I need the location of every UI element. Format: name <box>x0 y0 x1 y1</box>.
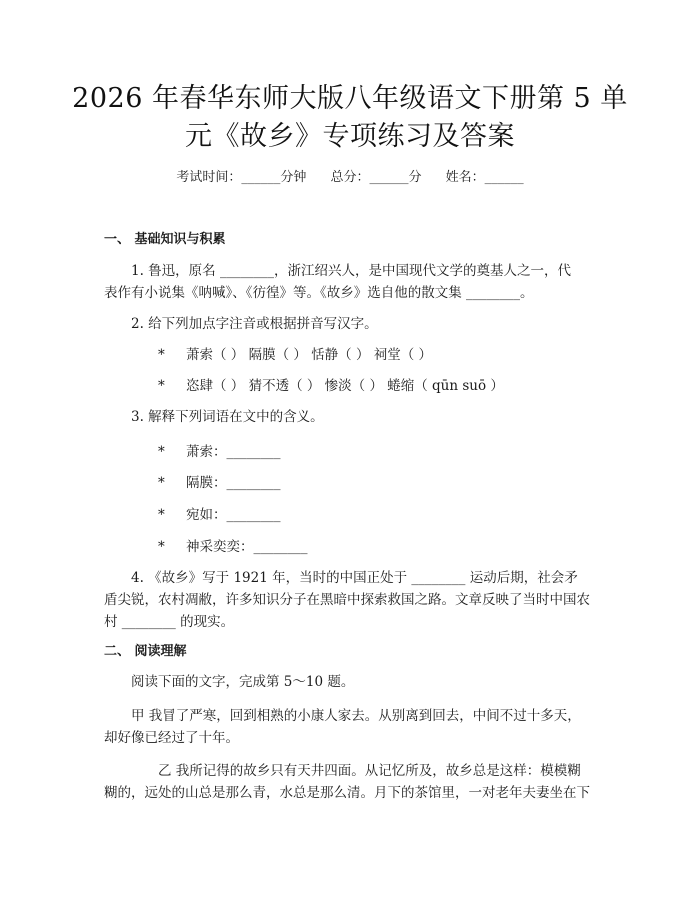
student-name: 姓名：______ <box>445 170 524 185</box>
passage-jia-line-2: 却好像已经过了十年。 <box>104 730 239 746</box>
question-3-item-4-text: 神采奕奕：________ <box>186 539 308 555</box>
bullet-marker: * <box>158 507 165 523</box>
question-1-line-1: 1. 鲁迅，原名 ________，浙江绍兴人，是中国现代文学的奠基人之一，代 <box>131 263 571 279</box>
question-1-line-2: 表作有小说集《呐喊》、《彷徨》等。《故乡》选自他的散文集 ________。 <box>104 285 534 301</box>
question-2-row-1 <box>158 346 432 364</box>
question-2-row-2-text: 恣肆（ ） 猜不透（ ） 惨淡（ ） 蜷缩（ qūn suō ） <box>186 378 504 394</box>
passage-jia-line-1: 甲 我冒了严寒，回到相熟的小康人家去。从别离到回去，中间不过十多天， <box>131 708 581 724</box>
question-2-row-1-text: 萧索（ ） 隔膜（ ） 恬静（ ） 祠堂（ ） <box>186 347 433 363</box>
bullet-marker: * <box>158 475 165 491</box>
bullet-marker: * <box>158 444 165 460</box>
bullet-marker: * <box>158 347 165 363</box>
question-2-stem: 2. 给下列加点字注音或根据拼音写汉字。 <box>131 316 378 332</box>
passage-yi-line-2: 糊的，远处的山总是那么青，水总是那么清。月下的茶馆里，一对老年夫妻坐在下 <box>104 785 590 801</box>
question-3-item-2-text: 隔膜：________ <box>186 475 281 491</box>
document-title-line-2: 元《故乡》专项练习及答案 <box>185 121 515 152</box>
question-3-item-1 <box>158 443 281 461</box>
question-4-line-1: 4. 《故乡》写于 1921 年，当时的中国正处于 ________ 运动后期，社会矛 <box>131 570 578 586</box>
reading-intro: 阅读下面的文字，完成第 5～10 题。 <box>131 674 355 690</box>
question-3-item-2 <box>158 474 281 492</box>
question-3-stem: 3. 解释下列词语在文中的含义。 <box>131 409 324 425</box>
bullet-marker: * <box>158 378 165 394</box>
question-2-row-2 <box>158 377 504 395</box>
section-heading-2: 二、 阅读理解 <box>104 644 187 659</box>
question-3-item-1-text: 萧索：________ <box>186 444 281 460</box>
exam-meta <box>0 166 700 185</box>
exam-score: 总分：______分 <box>330 170 422 185</box>
question-4-line-3: 村 ________ 的现实。 <box>104 614 235 630</box>
passage-yi-line-1: 乙 我所记得的故乡只有天井四面。从记忆所及，故乡总是这样：模模糊 <box>158 763 581 779</box>
question-3-item-4 <box>158 538 308 556</box>
question-4-line-2: 盾尖锐，农村凋敝，许多知识分子在黑暗中探索救国之路。文章反映了当时中国农 <box>104 592 590 608</box>
bullet-marker: * <box>158 539 165 555</box>
section-heading-1: 一、 基础知识与积累 <box>104 232 226 247</box>
exam-time: 考试时间：______分钟 <box>176 170 307 185</box>
question-3-item-3-text: 宛如：________ <box>186 507 281 523</box>
document-title-line-1: 2026 年春华东师大版八年级语文下册第 5 单 <box>72 83 628 114</box>
question-3-item-3 <box>158 506 281 524</box>
